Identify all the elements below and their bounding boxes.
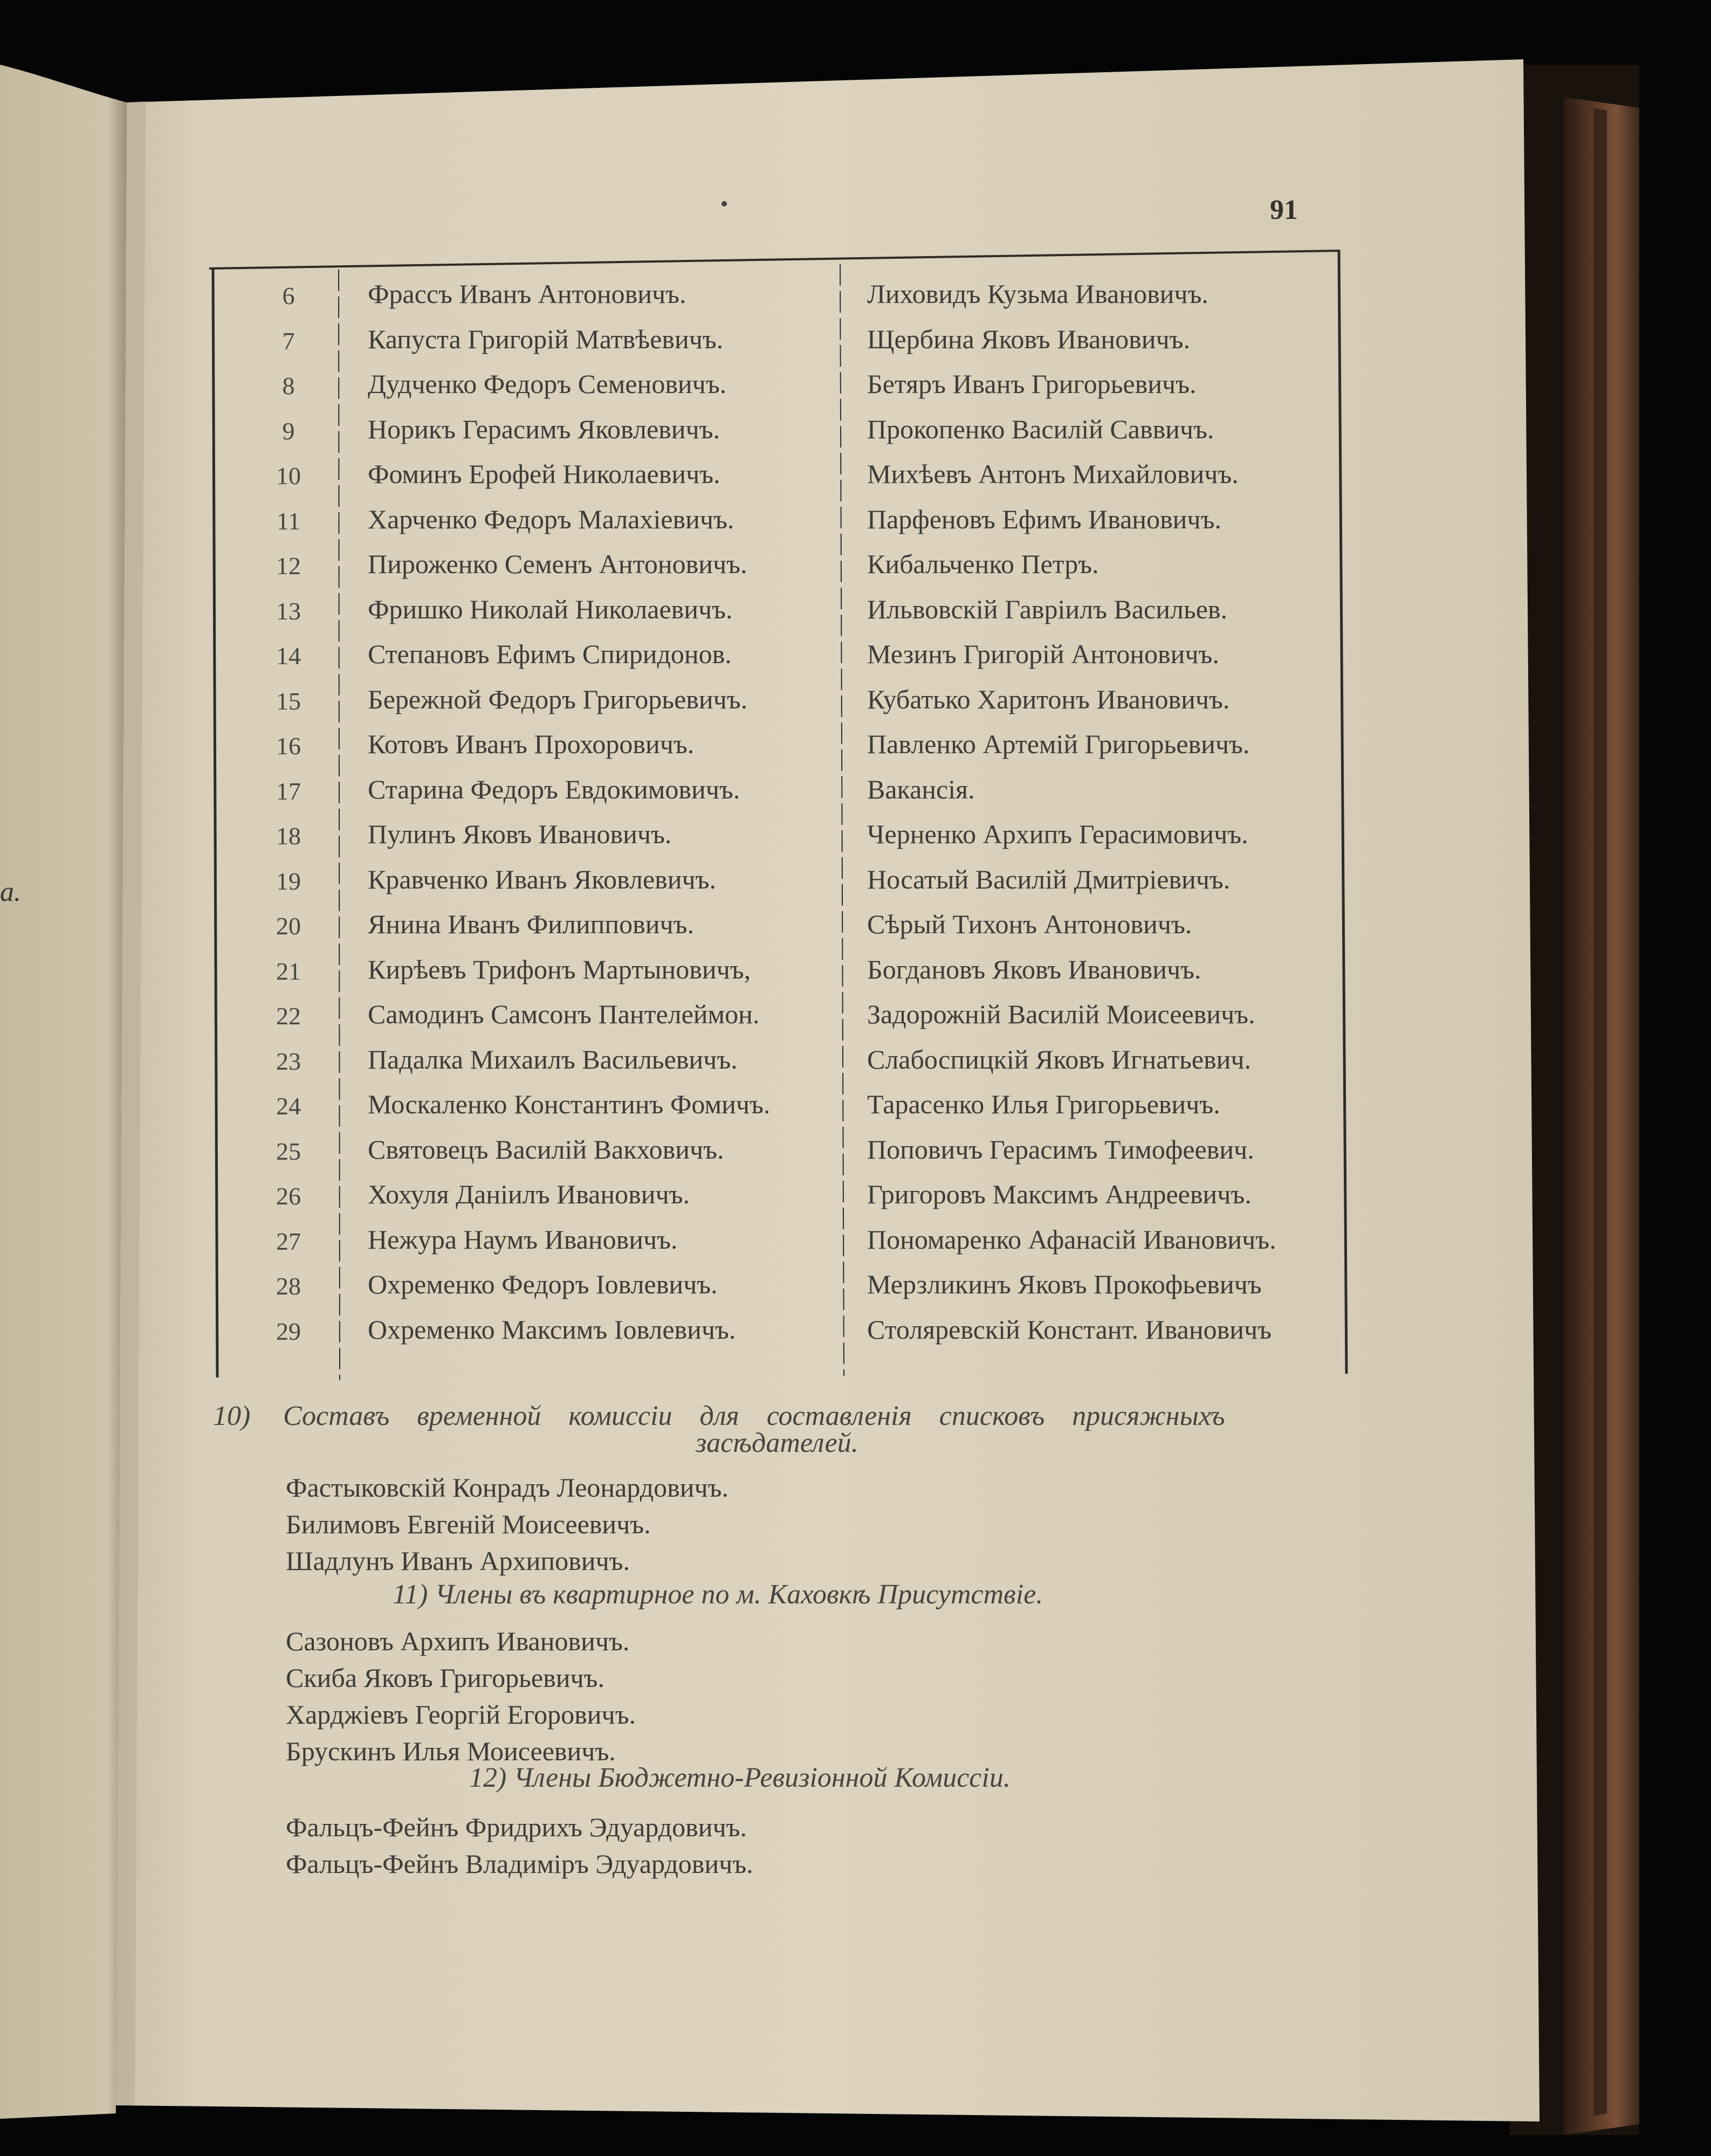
member-name: Сазоновъ Архипъ Ивановичъ. [286,1626,630,1656]
section-10-title-line1: Составъ временной комиссіи для составленія списковъ присяжныхъ [283,1401,1225,1431]
row-number: 14 [276,642,301,670]
member-left: Котовъ Иванъ Прохоровичъ. [368,729,695,759]
member-right: Сѣрый Тихонъ Антоновичъ. [867,909,1192,939]
row-number: 25 [276,1137,301,1165]
member-left: Дудченко Федоръ Семеновичъ. [368,369,727,399]
row-number: 21 [276,957,301,985]
table-row [0,864,1711,909]
table-row [0,684,1711,729]
left-page-fragment: a. [0,877,21,907]
member-right: Поповичъ Герасимъ Тимофеевич. [867,1134,1254,1165]
row-number: 17 [276,777,301,805]
member-name: Фальцъ-Фейнъ Владиміръ Эдуардовичъ. [286,1849,753,1879]
table-row [0,1179,1711,1224]
section-11-title: 11) Члены въ квартирное по м. Каховкѣ Присутствіе. [393,1579,1043,1610]
table-row [0,323,1711,369]
page-number: 91 [1270,195,1298,225]
row-number: 8 [282,372,295,399]
member-name: Харджіевъ Георгій Егоровичъ. [286,1699,636,1730]
member-right: Кубатько Харитонъ Ивановичъ. [867,684,1230,714]
table-row [0,594,1711,639]
member-left: Капуста Григорій Матвѣевичъ. [368,323,724,354]
member-name: Фастыковскій Конрадъ Леонардовичъ. [286,1472,729,1503]
section-10-title-line2: засѣдателей. [696,1428,858,1458]
member-left: Пироженко Семенъ Антоновичъ. [368,549,747,579]
member-left: Падалка Михаилъ Васильевичъ. [368,1044,738,1074]
table-row [0,998,1711,1044]
member-right: Прокопенко Василій Саввичъ. [867,414,1214,444]
member-right: Михѣевъ Антонъ Михайловичъ. [867,459,1239,489]
member-right: Павленко Артемій Григорьевичъ. [867,729,1250,759]
table-row [0,368,1711,414]
table-row [0,1314,1711,1359]
table-row [0,774,1711,819]
member-left: Фрассъ Иванъ Антоновичъ. [368,279,686,309]
table-row [0,728,1711,774]
member-right: Вакансія. [867,774,975,804]
row-number: 15 [276,687,301,715]
member-right: Ильвовскій Гавріилъ Васильев. [867,594,1228,624]
member-left: Харченко Федоръ Малахіевичъ. [368,504,734,534]
member-right: Черненко Архипъ Герасимовичъ. [867,819,1248,849]
table-row [0,908,1711,954]
row-number: 26 [276,1182,301,1210]
member-left: Святовецъ Василій Вакховичъ. [368,1134,724,1165]
member-left: Фришко Николай Николаевичъ. [368,594,733,624]
member-left: Самодинъ Самсонъ Пантелеймон. [368,999,760,1029]
row-number: 22 [276,1002,301,1030]
member-right: Лиховидъ Кузьма Ивановичъ. [867,279,1208,309]
member-left: Москаленко Константинъ Фомичъ. [368,1089,771,1119]
table-row [0,954,1711,999]
table-row [0,504,1711,549]
section-10-members [286,1469,729,1579]
member-right: Столяревскій Констант. Ивановичъ [867,1314,1272,1345]
row-number: 19 [276,867,301,895]
member-left: Степановъ Ефимъ Спиридонов. [368,639,732,669]
member-right: Тарасенко Илья Григорьевичъ. [867,1089,1220,1119]
member-right: Бетяръ Иванъ Григорьевичъ. [867,369,1197,399]
member-name: Фальцъ-Фейнъ Фридрихъ Эдуардовичъ. [286,1812,747,1842]
table-row [0,1269,1711,1314]
table-row [0,278,1711,323]
member-left: Норикъ Герасимъ Яковлевичъ. [368,414,720,444]
member-left: Нежура Наумъ Ивановичъ. [368,1224,678,1255]
member-left: Охременко Федоръ Іовлевичъ. [368,1269,718,1299]
member-left: Бережной Федоръ Григорьевичъ. [368,684,748,714]
row-number: 20 [276,912,301,940]
row-number: 12 [276,552,301,580]
member-right: Кибальченко Петръ. [867,549,1099,579]
row-number: 29 [276,1317,301,1345]
member-name: Билимовъ Евгеній Моисеевичъ. [286,1509,651,1539]
row-number: 28 [276,1272,301,1300]
table-row [0,548,1711,594]
table-row [0,1044,1711,1089]
table-row [0,414,1711,459]
table-row [0,1224,1711,1269]
section-12-members [286,1809,753,1882]
row-number: 13 [276,597,301,625]
member-name: Брускинъ Илья Моисеевичъ. [286,1736,616,1766]
row-number: 27 [276,1227,301,1255]
member-left: Хохуля Даніилъ Ивановичъ. [368,1179,690,1209]
member-right: Задорожній Василій Моисеевичъ. [867,999,1255,1029]
section-11-members [286,1623,636,1769]
member-left: Фоминъ Ерофей Николаевичъ. [368,459,720,489]
member-left: Старина Федоръ Евдокимовичъ. [368,774,740,804]
row-number: 11 [276,507,301,535]
row-number: 24 [276,1092,301,1120]
member-right: Носатый Василій Дмитріевичъ. [867,864,1231,894]
row-number: 18 [276,822,301,850]
member-left: Пулинъ Яковъ Ивановичъ. [368,819,672,849]
member-right: Григоровъ Максимъ Андреевичъ. [867,1179,1252,1209]
member-right: Пономаренко Афанасій Ивановичъ. [867,1224,1276,1255]
member-right: Слабоспицкій Яковъ Игнатьевич. [867,1044,1252,1074]
member-right: Мерзликинъ Яковъ Прокофьевичъ [867,1269,1262,1299]
table-row [0,1134,1711,1179]
row-number: 6 [282,282,295,309]
member-left: Янина Иванъ Филипповичъ. [368,909,695,939]
member-left: Кравченко Иванъ Яковлевичъ. [368,864,717,894]
member-right: Мезинъ Григорій Антоновичъ. [867,639,1219,669]
table-row [0,1089,1711,1134]
member-left: Охременко Максимъ Іовлевичъ. [368,1314,736,1345]
row-number: 9 [282,417,295,445]
member-left: Кирѣевъ Трифонъ Мартыновичъ, [368,954,751,984]
row-number: 16 [276,732,301,760]
member-name: Скиба Яковъ Григорьевичъ. [286,1663,604,1693]
section-10-number: 10) [213,1401,251,1431]
member-name: Шадлунъ Иванъ Архиповичъ. [286,1546,630,1576]
section-12-title: 12) Члены Бюджетно-Ревизіонной Комиссіи. [469,1762,1011,1793]
table-row [0,638,1711,684]
member-right: Богдановъ Яковъ Ивановичъ. [867,954,1201,984]
member-right: Щербина Яковъ Ивановичъ. [867,323,1190,354]
member-right: Парфеновъ Ефимъ Ивановичъ. [867,504,1221,534]
row-number: 10 [276,462,301,490]
table-row [0,818,1711,864]
row-number: 7 [282,327,295,355]
table-row [0,458,1711,504]
row-number: 23 [276,1047,301,1075]
